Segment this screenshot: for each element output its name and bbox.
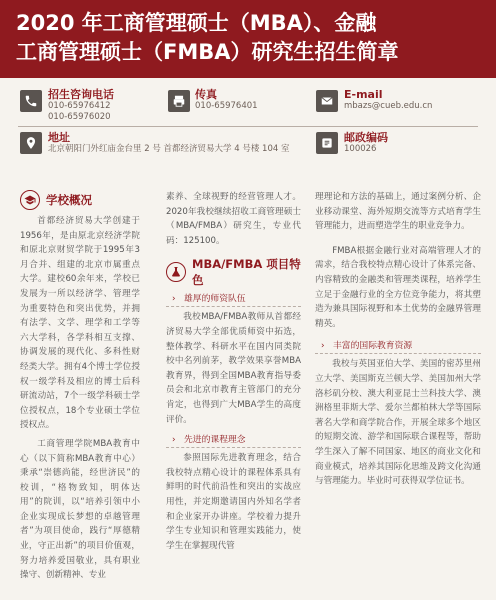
title-band [0,0,496,78]
email-block [344,88,432,112]
phone-block [48,88,114,123]
subheading-curriculum-text: 先进的课程理念 [184,435,246,446]
school-intro-paragraph: 首都经济贸易大学创建于1956年，是由原北京经济学院和原北京财贸学院于1995年3月合并、组建的北京市属重点大学。建校60余年来，学校已发展为一所以经济学、管理学为重要特色和突出优势，并拥有法学、文学、理学和工学等六大学科，各学科相互支撑、协调发展的现代化、多科性财经类大学。拥有4个博士学位授权一级学科及相应的博士后科研流动站，7个一级学科硕士学位授权点，18个专业硕士学位授权点。 [20,216,140,431]
page-title-line-2: 工商管理硕士（FMBA）研究生招生简章 [16,40,399,64]
column-1 [20,190,140,583]
international-paragraph: 我校与英国亚伯大学、美国的密苏里州立大学、美国斯克兰顿大学、美国加州大学洛杉矶分校、澳大利亚昆士兰科技大学、澳洲格里菲斯大学、爱尔兰都柏林大学等国际著名大学和商学院合作，开展全球多个地区的短期交流、游学和国际联合课程等，帮助学生深入了解不同国家、地区的商业文化和商业模式，培养其国际化思维及跨文化沟通与管理能力。毕业时可获得双学位证书。 [315,359,481,487]
fax-block [195,88,258,112]
column-2 [166,190,301,553]
phone-icon [20,90,42,112]
fax-label: 传真 [195,88,217,101]
postcode-value: 100026 [344,144,377,154]
email-address[interactable]: mbazs@cueb.edu.cn [344,101,433,111]
fax-icon [168,90,190,112]
subheading-international [315,339,481,354]
postcode-block [344,131,388,155]
postcode-label: 邮政编码 [344,131,388,144]
mba-center-paragraph: 工商管理学院MBA教育中心（以下简称MBA教育中心）秉承“崇德尚能，经世济民”的校训，“格物致知，明体达用”的院训，以“培养引领中小企业实现成长梦想的卓越管理者”为项目使命，践行“厚德精业，守正出新”的项目价值观，努力培养爱国敬业，具有职业操守、创新精神、专业 [20,438,140,581]
subheading-faculty [166,292,301,307]
faculty-paragraph: 我校MBA/FMBA教师从首都经济贸易大学全部优质师资中拓选，整体教学、科研水平在国内同类院校中名列前茅，教学效果享誉MBA教育界，得到全国MBA教育指导委员会和北京市教育主管部门的充分肯定，也得到广大MBA学生的高度评价。 [166,312,301,425]
chevron-right-icon: › [321,341,325,352]
curriculum-paragraph-cont: 理理论和方法的基础上，通过案例分析、企业移动课堂、海外短期交流等方式培育学生管理能力，进而塑造学生的职业竞争力。 [315,192,481,232]
phone-number-2: 010-65976020 [48,112,111,122]
chevron-right-icon: › [172,435,176,446]
section-heading-school [20,190,140,210]
contact-divider [18,126,478,127]
address-block [48,131,308,155]
chevron-right-icon: › [172,294,176,305]
phone-number-1: 010-65976412 [48,101,111,111]
mba-center-paragraph-cont: 素养、全球视野的经营管理人才。2020年我校继续招收工商管理硕士（MBA/FMBA）研究生，专业代码：125100。 [166,192,301,246]
page-title-line-1: 2020 年工商管理硕士（MBA）、金融 [16,11,377,35]
section-heading-school-text: 学校概况 [46,193,92,207]
flask-icon [166,262,186,282]
section-heading-features-text: MBA/FMBA 项目特色 [192,257,301,288]
address-text: 北京朝阳门外红庙金台里 2 号 首都经济贸易大学 4 号楼 104 室 [48,144,290,154]
mail-icon [316,90,338,112]
subheading-faculty-text: 雄厚的师资队伍 [184,294,246,305]
phone-label: 招生咨询电话 [48,88,114,101]
location-icon [20,132,42,154]
school-icon [20,190,40,210]
curriculum-paragraph: 参照国际先进教育理念，结合我校特点精心设计的课程体系具有鲜明的时代前沿性和突出的实战应用性，并定期邀请国内外知名学者和企业家开办讲座。学校着力提升学生专业知识和管理实践能力，使学生在掌握现代管 [166,453,301,551]
column-3 [315,190,481,489]
fmba-paragraph: FMBA根据金融行业对高端管理人才的需求，结合我校特点精心设计了体系完备、内容精致的金融类和管理类课程，培养学生立足于金融行业的全方位竞争能力，将其塑造为兼具国际视野和本土优势的金融界管理精英。 [315,245,481,329]
section-heading-features [166,256,301,288]
subheading-curriculum [166,433,301,448]
subheading-international-text: 丰富的国际教育资源 [333,341,413,352]
email-label: E-mail [344,88,383,101]
fax-number: 010-65976401 [195,101,258,111]
contact-info [0,88,496,176]
address-label: 地址 [48,131,70,144]
postcode-icon [316,132,338,154]
